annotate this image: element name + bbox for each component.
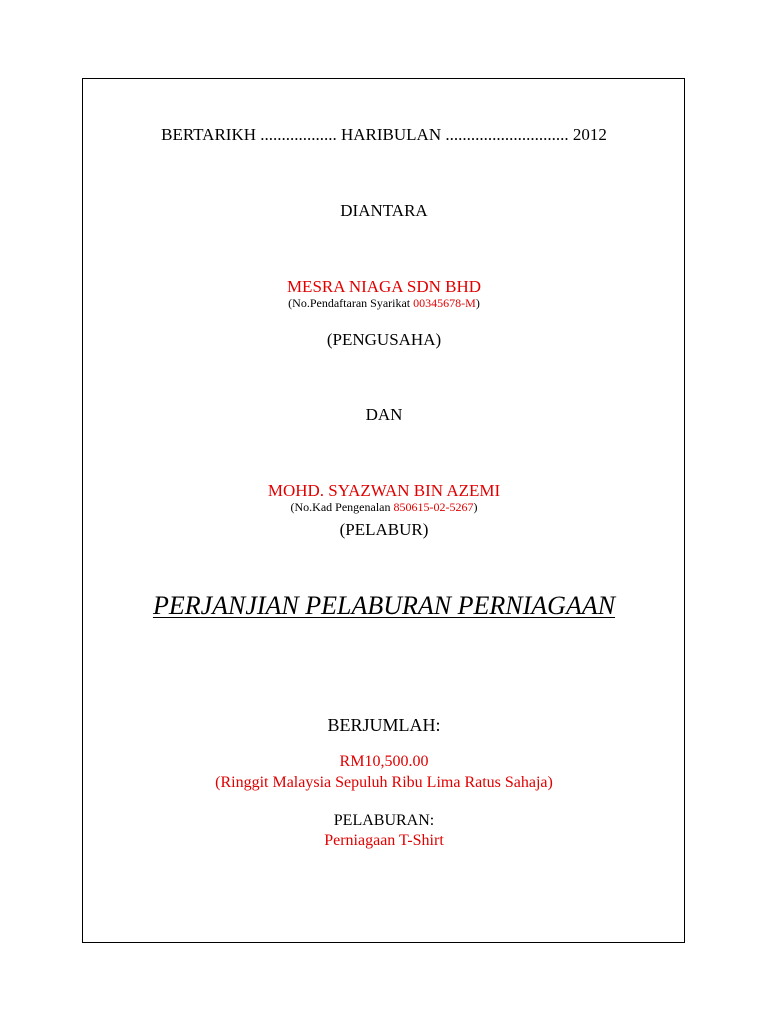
company-name: MESRA NIAGA SDN BHD (286, 277, 482, 296)
between-label: DIANTARA (340, 201, 428, 220)
company-registration-number: 00345678-M (413, 296, 476, 310)
investment-value: Perniagaan T-Shirt (324, 832, 444, 849)
investor-ic-suffix: ) (473, 500, 478, 514)
investment-label: PELABURAN: (333, 812, 435, 829)
amount-label: BERJUMLAH: (327, 715, 441, 735)
and-label: DAN (365, 405, 403, 424)
investor-ic-prefix: (No.Kad Pengenalan (290, 500, 394, 514)
date-line: BERTARIKH .................. HARIBULAN ............................. 2012 (161, 125, 607, 144)
company-registration-suffix: ) (475, 296, 480, 310)
company-role: (PENGUSAHA) (326, 330, 442, 349)
investor-ic (0, 501, 768, 513)
amount-value: RM10,500.00 (339, 753, 429, 770)
investor-ic-number: 850615-02-5267 (393, 500, 474, 514)
company-registration-prefix: (No.Pendaftaran Syarikat (288, 296, 414, 310)
company-registration (0, 297, 768, 309)
investor-name: MOHD. SYAZWAN BIN AZEMI (267, 481, 501, 500)
investor-role: (PELABUR) (339, 520, 429, 539)
amount-in-words: (Ringgit Malaysia Sepuluh Ribu Lima Ratus Sahaja) (215, 774, 553, 791)
agreement-title: PERJANJIAN PELABURAN PERNIAGAAN (152, 591, 616, 620)
